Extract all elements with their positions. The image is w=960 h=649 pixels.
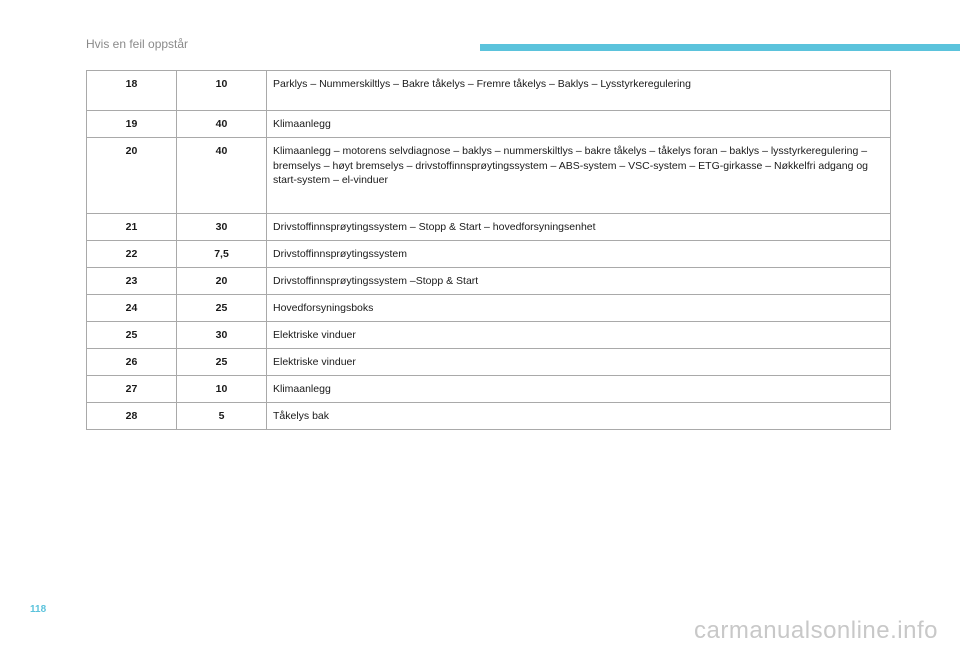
- fuse-description: Elektriske vinduer: [267, 349, 891, 376]
- fuse-number: 22: [87, 241, 177, 268]
- fuse-amperage: 10: [177, 376, 267, 403]
- fuse-amperage: 7,5: [177, 241, 267, 268]
- table-row: [87, 268, 891, 295]
- table-row: [87, 111, 891, 138]
- fuse-number: 20: [87, 138, 177, 214]
- fuse-description: Hovedforsyningsboks: [267, 295, 891, 322]
- table-row: [87, 349, 891, 376]
- fuse-description: Klimaanlegg: [267, 111, 891, 138]
- page-number: 118: [30, 604, 47, 615]
- fuse-description: Elektriske vinduer: [267, 322, 891, 349]
- fuse-number: 28: [87, 403, 177, 430]
- fuse-description: Drivstoffinnsprøytingssystem: [267, 241, 891, 268]
- table-row: [87, 71, 891, 111]
- table-row: [87, 214, 891, 241]
- fuse-number: 18: [87, 71, 177, 111]
- fuse-description: Klimaanlegg – motorens selvdiagnose – baklys – nummerskiltlys – bakre tåkelys – tåkelys foran – baklys – lysstyrkeregulering – bremselys – høyt bremselys – drivstoffinnsprøytingssystem – ABS-system – VSC-system – ETG-girkasse – Nøkkelfri adgang og start-system – el-vinduer: [267, 138, 891, 214]
- table-row: [87, 241, 891, 268]
- fuse-amperage: 40: [177, 138, 267, 214]
- fuse-number: 21: [87, 214, 177, 241]
- fuse-amperage: 40: [177, 111, 267, 138]
- fuse-amperage: 25: [177, 349, 267, 376]
- fuse-number: 27: [87, 376, 177, 403]
- watermark: carmanualsonline.info: [694, 617, 938, 644]
- fuse-table: [86, 70, 891, 430]
- table-row: [87, 376, 891, 403]
- fuse-description: Klimaanlegg: [267, 376, 891, 403]
- fuse-description: Drivstoffinnsprøytingssystem – Stopp & Start – hovedforsyningsenhet: [267, 214, 891, 241]
- fuse-number: 23: [87, 268, 177, 295]
- fuse-amperage: 25: [177, 295, 267, 322]
- fuse-number: 24: [87, 295, 177, 322]
- fuse-number: 26: [87, 349, 177, 376]
- fuse-description: Parklys – Nummerskiltlys – Bakre tåkelys – Fremre tåkelys – Baklys – Lysstyrkeregulering: [267, 71, 891, 111]
- fuse-description: Drivstoffinnsprøytingssystem –Stopp & Start: [267, 268, 891, 295]
- fuse-description: Tåkelys bak: [267, 403, 891, 430]
- section-title: Hvis en feil oppstår: [86, 37, 189, 51]
- fuse-amperage: 5: [177, 403, 267, 430]
- fuse-amperage: 10: [177, 71, 267, 111]
- header-accent-bar: [480, 44, 960, 51]
- fuse-number: 25: [87, 322, 177, 349]
- fuse-amperage: 20: [177, 268, 267, 295]
- fuse-amperage: 30: [177, 214, 267, 241]
- fuse-amperage: 30: [177, 322, 267, 349]
- fuse-number: 19: [87, 111, 177, 138]
- table-row: [87, 403, 891, 430]
- table-row: [87, 322, 891, 349]
- table-row: [87, 138, 891, 214]
- table-row: [87, 295, 891, 322]
